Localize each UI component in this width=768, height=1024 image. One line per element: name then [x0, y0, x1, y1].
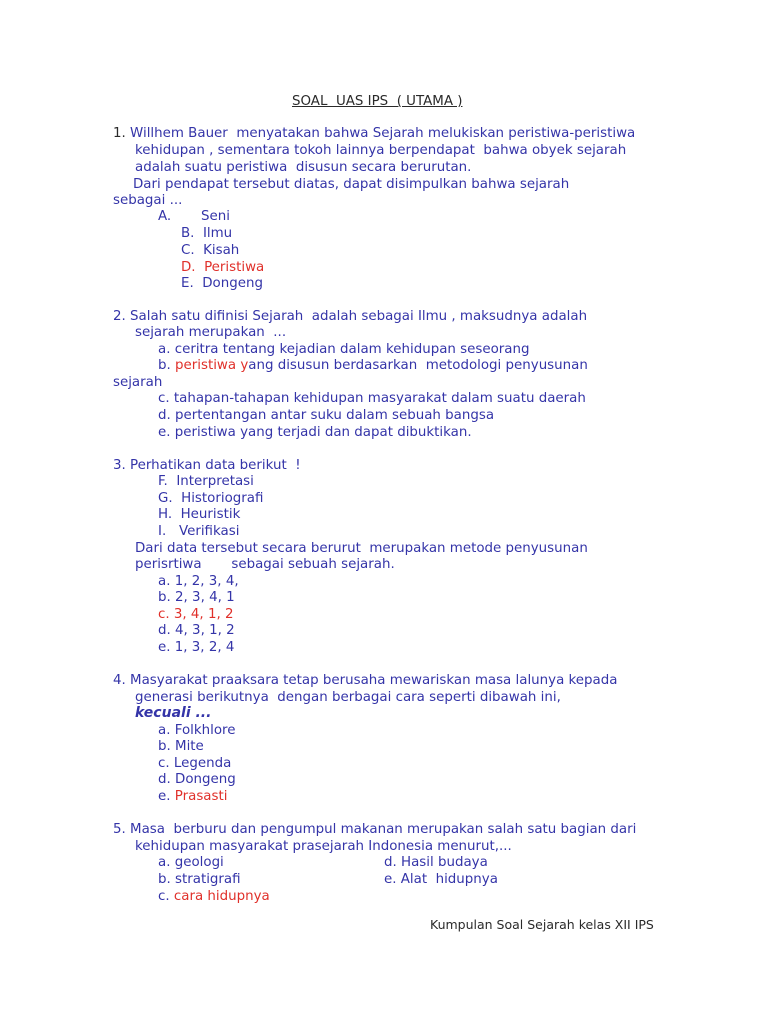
- q2-option-a: a. ceritra tentang kejadian dalam kehidupan seseorang: [158, 342, 530, 357]
- q2-option-d: d. pertentangan antar suku dalam sebuah bangsa: [158, 408, 495, 423]
- q4-option-d: d. Dongeng: [158, 772, 236, 787]
- q1-line-3: adalah suatu peristiwa disusun secara berurutan.: [135, 160, 472, 175]
- q4-option-b: b. Mite: [158, 739, 204, 754]
- q2-line-2: sejarah merupakan ...: [135, 325, 287, 340]
- q4-option-c: c. Legenda: [158, 756, 232, 771]
- q4-line-1: 4. Masyarakat praaksara tetap berusaha mewariskan masa lalunya kepada: [113, 673, 618, 688]
- q1-option-c: C. Kisah: [181, 243, 240, 258]
- q3-option-e: e. 1, 3, 2, 4: [158, 640, 235, 655]
- q5-line-1: 5. Masa berburu dan pengumpul makanan merupakan salah satu bagian dari: [113, 822, 637, 837]
- q4-line-2: generasi berikutnya dengan berbagai cara seperti dibawah ini,: [135, 690, 561, 705]
- q3-option-b: b. 2, 3, 4, 1: [158, 590, 235, 605]
- q3-line-2: Dari data tersebut secara berurut merupakan metode penyusunan: [135, 541, 588, 556]
- q1-line-2: kehidupan , sementara tokoh lainnya berpendapat bahwa obyek sejarah: [135, 143, 627, 158]
- q3-item-g: G. Historiografi: [158, 491, 264, 506]
- q3-item-i: I. Verifikasi: [158, 524, 240, 539]
- q1-line-4: Dari pendapat tersebut diatas, dapat disimpulkan bahwa sejarah: [133, 177, 570, 192]
- q2-option-b: b. peristiwa yang disusun berdasarkan metodologi penyusunan: [158, 358, 588, 373]
- q3-option-c: c. 3, 4, 1, 2: [158, 607, 234, 622]
- page-footer: Kumpulan Soal Sejarah kelas XII IPS: [430, 917, 654, 932]
- q4-line-3: kecuali ...: [135, 705, 212, 721]
- q2-line-1: 2. Salah satu difinisi Sejarah adalah sebagai Ilmu , maksudnya adalah: [113, 309, 588, 324]
- q3-line-1: 3. Perhatikan data berikut !: [113, 458, 301, 473]
- q5-option-d: d. Hasil budaya: [384, 855, 488, 870]
- q3-option-a: a. 1, 2, 3, 4,: [158, 574, 239, 589]
- q3-option-d: d. 4, 3, 1, 2: [158, 623, 235, 638]
- q5-option-a: a. geologi: [158, 855, 224, 870]
- q4-option-a: a. Folkhlore: [158, 723, 236, 738]
- q3-item-f: F. Interpretasi: [158, 474, 254, 489]
- q2-option-b-continued: sejarah: [113, 375, 163, 390]
- q1-line-5: sebagai ...: [113, 193, 183, 208]
- q1-option-d: D. Peristiwa: [181, 260, 265, 275]
- q5-line-2: kehidupan masyarakat prasejarah Indonesia menurut,...: [135, 839, 512, 854]
- q3-line-3: perisrtiwa sebagai sebuah sejarah.: [135, 557, 395, 572]
- q4-option-e: e. Prasasti: [158, 789, 228, 804]
- q5-option-e: e. Alat hidupnya: [384, 872, 498, 887]
- page-title: SOAL UAS IPS ( UTAMA ): [292, 94, 463, 109]
- q1-line-1: 1. Willhem Bauer menyatakan bahwa Sejarah melukiskan peristiwa-peristiwa: [113, 126, 636, 141]
- q1-option-e: E. Dongeng: [181, 276, 263, 291]
- q1-option-a: A. Seni: [158, 209, 230, 224]
- q1-option-b: B. Ilmu: [181, 226, 233, 241]
- q5-option-c: c. cara hidupnya: [158, 889, 270, 904]
- q5-option-b: b. stratigrafi: [158, 872, 241, 887]
- q2-option-e: e. peristiwa yang terjadi dan dapat dibuktikan.: [158, 425, 472, 440]
- q2-option-c: c. tahapan-tahapan kehidupan masyarakat dalam suatu daerah: [158, 391, 586, 406]
- q3-item-h: H. Heuristik: [158, 507, 241, 522]
